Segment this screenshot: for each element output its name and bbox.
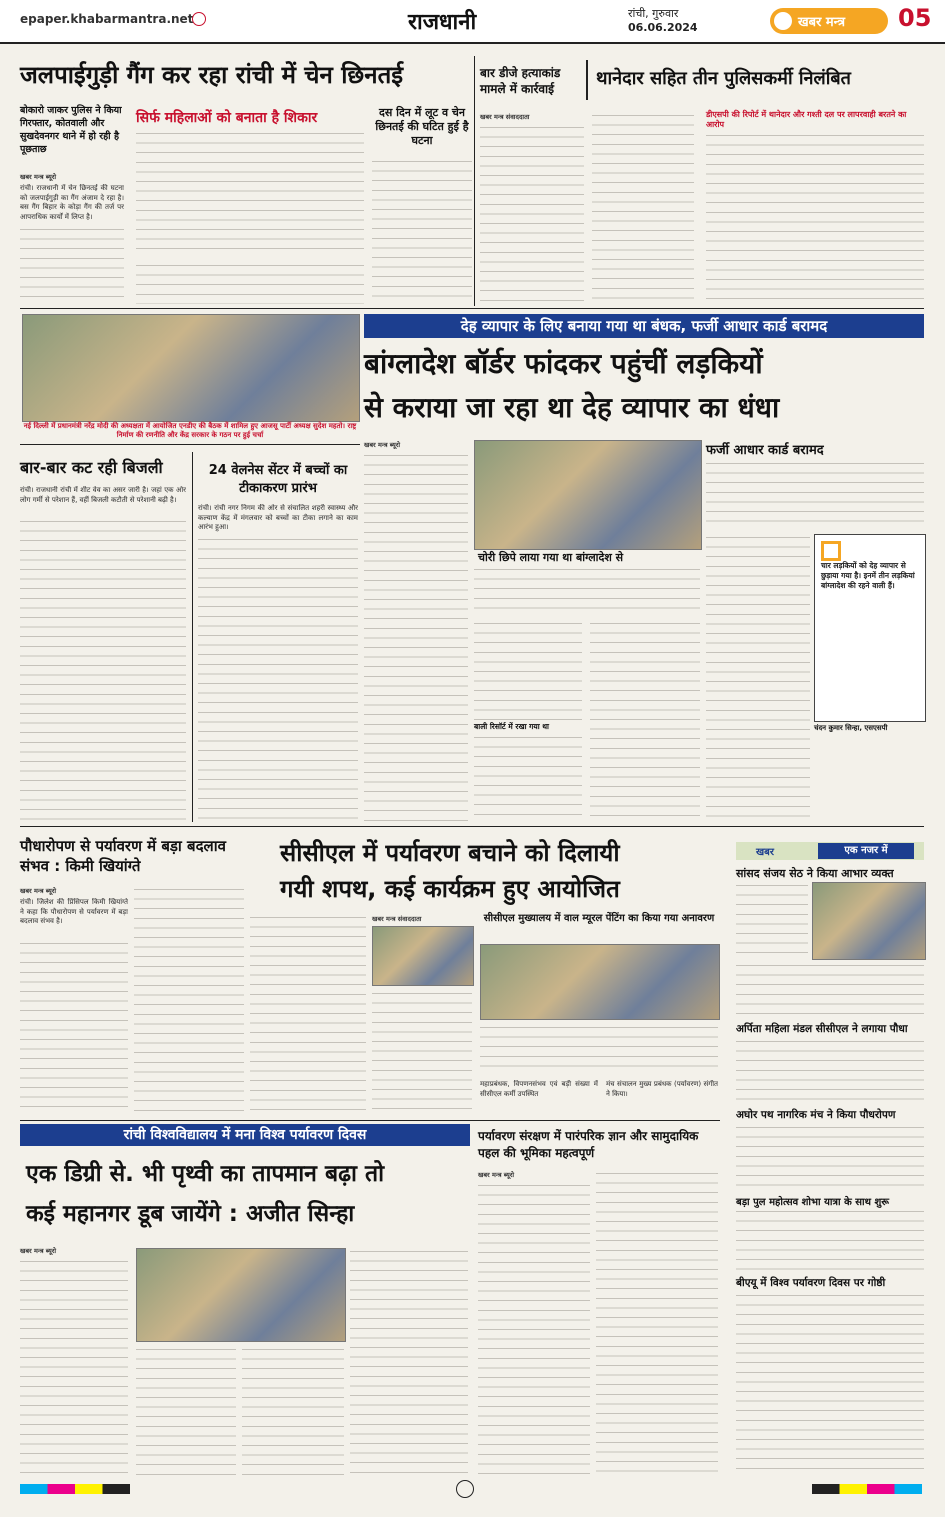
bangla-band: देह व्यापार के लिए बनाया गया था बंधक, फर्जी आधार कार्ड बरामद bbox=[364, 314, 924, 338]
ccl-official-photo bbox=[372, 926, 474, 986]
uni-body-col4 bbox=[350, 1248, 468, 1476]
dj-head2: मामले में कार्रवाई bbox=[480, 82, 555, 96]
bangla-photo-caption: चोरी छिपे लाया गया था बांग्लादेश से bbox=[478, 551, 624, 564]
dj-head1: बार डीजे हत्याकांड bbox=[480, 66, 561, 80]
ccl-body-col2 bbox=[480, 1024, 718, 1074]
plant-byline: खबर मन्त्र ब्यूरो bbox=[20, 887, 57, 895]
brief-label: एक नजर में bbox=[818, 843, 914, 859]
brief-head-2: अर्पिता महिला मंडल सीसीएल ने लगाया पौधा bbox=[736, 1023, 908, 1035]
mp-meeting-photo bbox=[812, 882, 926, 960]
nda-meeting-photo bbox=[22, 314, 360, 422]
dj-headline: थानेदार सहित तीन पुलिसकर्मी निलंबित bbox=[596, 68, 851, 89]
uni-headline-2: कई महानगर डूब जायेंगे : अजीत सिन्हा bbox=[26, 1201, 355, 1227]
ssp-quote: चार लड़कियों को देह व्यापार से छुड़ाया गया है। इनमें तीन लड़कियां बांग्लादेश की रहने वाली हैं। bbox=[821, 561, 915, 590]
date: 06.06.2024 bbox=[628, 21, 698, 34]
footer-color-bar-left bbox=[20, 1484, 130, 1494]
plant-body-col2 bbox=[134, 886, 244, 1114]
brief-body-2 bbox=[736, 1038, 924, 1102]
brief-head-1: सांसद संजय सेठ ने किया आभार व्यक्त bbox=[736, 867, 894, 880]
vaccine-lead: रांची। रांची नगर निगम की ओर से संचालित शहरी स्वास्थ्य और कल्याण केंद्र में मंगलवार को बच्चों का टीका लगाने का काम आरंभ हुआ। bbox=[198, 504, 358, 532]
bali-resort-subhead: बाली रिसॉर्ट में रखा गया था bbox=[474, 722, 549, 731]
power-body bbox=[20, 518, 186, 820]
bangla-body-col1 bbox=[364, 452, 468, 822]
ccl-photo-left: महाप्रबंधक, विपणनसंभव एवं बड़ी संख्या में सीसीएल कर्मी उपस्थित bbox=[480, 1080, 598, 1098]
brief-body-1 bbox=[736, 882, 808, 958]
registration-mark-icon bbox=[456, 1480, 474, 1498]
section-rule-4 bbox=[20, 1120, 720, 1121]
chain-byline: खबर मन्त्र ब्यूरो bbox=[20, 173, 57, 181]
tradition-body-col2 bbox=[596, 1170, 718, 1476]
section-title: राजधानी bbox=[408, 10, 477, 35]
vaccine-headline: 24 वेलनेस सेंटर में बच्चों का टीकाकरण प्रारंभ bbox=[208, 463, 348, 496]
brief-body-1b bbox=[736, 962, 924, 1018]
dj-byline: खबर मन्त्र संवाददाता bbox=[480, 113, 530, 121]
chain-divider bbox=[474, 56, 475, 306]
brief-head-5: बीएयू में विश्व पर्यावरण दिवस पर गोष्ठी bbox=[736, 1277, 886, 1289]
uni-plantation-photo bbox=[136, 1248, 346, 1342]
brand-logo-icon bbox=[774, 12, 792, 30]
dj-divider bbox=[586, 60, 588, 100]
power-lead: रांची। राजधानी रांची में शीट वेव का असर जारी है। जहां एक ओर लोग गर्मी से परेशान हैं, वहीं बिजली कटौती से परेशानी बढ़ी है। bbox=[20, 486, 186, 504]
plant-body-col1 bbox=[20, 940, 128, 1114]
chain-body-col2 bbox=[136, 130, 364, 250]
dj-body-col1 bbox=[480, 124, 584, 304]
bangla-body-col3 bbox=[590, 620, 700, 822]
chain-box-head: दस दिन में लूट व चेन छिनतई की घटित हुई है घटना bbox=[375, 106, 469, 147]
site-url[interactable]: epaper.khabarmantra.net bbox=[20, 12, 194, 26]
chain-subhead: सिर्फ महिलाओं को बनाता है शिकार bbox=[136, 110, 318, 126]
bangla-body-col2b bbox=[474, 734, 582, 822]
ccl-body-col1 bbox=[372, 990, 472, 1114]
chain-box-body bbox=[372, 158, 472, 304]
mural-painting-photo bbox=[480, 944, 720, 1020]
brief-banner bbox=[736, 842, 924, 860]
dj-red-lead: डीएसपी की रिपोर्ट में थानेदार और गश्ती दल पर लापरवाही बरतने का आरोप bbox=[706, 110, 907, 129]
footer-color-bar-right bbox=[812, 1484, 922, 1494]
uni-headline-1: एक डिग्री से. भी पृथ्वी का तापमान बढ़ा तो bbox=[26, 1161, 385, 1187]
ccl-headline-1: सीसीएल में पर्यावरण बचाने को दिलायी bbox=[280, 839, 620, 867]
ccl-photo-right: मंच संचालन मुख्य प्रबंधक (पर्यावरण) संगीत ने किया। bbox=[606, 1080, 718, 1098]
ccl-body-col0 bbox=[250, 914, 366, 1114]
chain-body-col1 bbox=[20, 226, 124, 304]
dj-body-col3 bbox=[706, 132, 924, 304]
plant-lead: रांची। जिलेश की प्रिंसिपल किमी खियांग्ते ने कहा कि पौधारोपण से पर्यावरण में बड़ा बदलाव संभव है। bbox=[20, 898, 128, 926]
place-day: रांची, गुरुवार bbox=[628, 7, 679, 20]
plant-headline: पौधारोपण से पर्यावरण में बड़ा बदलाव संभव : किमी खियांग्ते bbox=[20, 837, 226, 875]
power-headline: बार-बार कट रही बिजली bbox=[20, 458, 163, 477]
brief-head-3: अघोर पथ नागरिक मंच ने किया पौधरोपण bbox=[736, 1109, 896, 1121]
bangla-red-para bbox=[474, 566, 700, 614]
bangla-headline-2: से कराया जा रहा था देह व्यापार का धंधा bbox=[364, 391, 780, 424]
brief-tag: खबर bbox=[756, 847, 774, 858]
globe-icon bbox=[192, 12, 206, 26]
bangla-body-col2 bbox=[474, 620, 582, 720]
tradition-headline: पर्यावरण संरक्षण में पारंपरिक ज्ञान और सामुदायिक पहल की भूमिका महत्वपूर्ण bbox=[478, 1129, 699, 1160]
vaccine-body bbox=[198, 536, 358, 820]
ssp-quote-box bbox=[814, 534, 926, 722]
chain-body-col3 bbox=[136, 262, 364, 304]
section-rule-3 bbox=[20, 826, 924, 827]
brief-body-3 bbox=[736, 1124, 924, 1188]
uni-body-col1 bbox=[20, 1258, 128, 1476]
power-vaccine-divider bbox=[192, 452, 193, 822]
page-number: 05 bbox=[898, 4, 932, 32]
quote-icon bbox=[821, 541, 841, 561]
tradition-byline: खबर मन्त्र ब्यूरो bbox=[478, 1171, 515, 1179]
brief-body-5 bbox=[736, 1292, 924, 1476]
nda-photo-caption: नई दिल्ली में प्रधानमंत्री नरेंद्र मोदी की अध्यक्षता में आयोजित एनडीए की बैठक में शामिल हुए आजसू पार्टी अध्यक्ष सुदेश महतो। राष्ट्र निर्माण की रणनीति और केंद्र सरकार के गठन पर हुई चर्चा bbox=[23, 422, 357, 439]
brief-body-4 bbox=[736, 1208, 924, 1270]
brand-badge bbox=[770, 8, 888, 34]
dj-body-col2 bbox=[592, 112, 694, 304]
chain-side-head: बोकारो जाकर पुलिस ने किया गिरफ्तार, कोतवाली और सुखदेवनगर थाने में हो रही है पूछताछ bbox=[20, 105, 122, 155]
bangla-arrest-photo bbox=[474, 440, 702, 550]
bangla-body-col4 bbox=[706, 534, 810, 822]
uni-byline: खबर मन्त्र ब्यूरो bbox=[20, 1247, 57, 1255]
mural-caption: सीसीएल मुख्यालय में वाल म्यूरल पेंटिंग का किया गया अनावरण bbox=[483, 913, 715, 924]
aadhar-body bbox=[706, 460, 924, 524]
uni-band: रांची विश्वविद्यालय में मना विश्व पर्यावरण दिवस bbox=[20, 1124, 470, 1146]
tradition-body-col1 bbox=[478, 1182, 590, 1476]
brand-name: खबर मन्त्र bbox=[798, 15, 846, 30]
chain-headline: जलपाईगुड़ी गैंग कर रहा रांची में चेन छिनतई bbox=[20, 61, 404, 89]
ccl-byline: खबर मन्त्र संवाददाता bbox=[372, 915, 422, 923]
ssp-quote-by: चंदन कुमार सिन्हा, एसएसपी bbox=[814, 724, 888, 732]
masthead bbox=[0, 0, 945, 44]
brief-head-4: बड़ा पुल महोत्सव शोभा यात्रा के साथ शुरू bbox=[736, 1197, 890, 1208]
section-rule-2 bbox=[20, 444, 360, 445]
section-rule-1 bbox=[20, 308, 924, 309]
uni-body-col2 bbox=[136, 1346, 236, 1476]
uni-body-col3 bbox=[242, 1346, 344, 1476]
ccl-headline-2: गयी शपथ, कई कार्यक्रम हुए आयोजित bbox=[280, 875, 620, 903]
aadhar-head: फर्जी आधार कार्ड बरामद bbox=[706, 443, 824, 458]
chain-lead: रांची। राजधानी में चेन छिनतई की घटना को जलपाईगुड़ी का गैंग अंजाम दे रहा है। बस गैंग बिहार के कोड़ा गैंग की तर्ज पर आपराधिक कार्यों में लिप्त है। bbox=[20, 184, 124, 221]
bangla-byline: खबर मन्त्र ब्यूरो bbox=[364, 441, 401, 449]
bangla-headline-1: बांग्लादेश बॉर्डर फांदकर पहुंचीं लड़कियों bbox=[364, 347, 763, 380]
